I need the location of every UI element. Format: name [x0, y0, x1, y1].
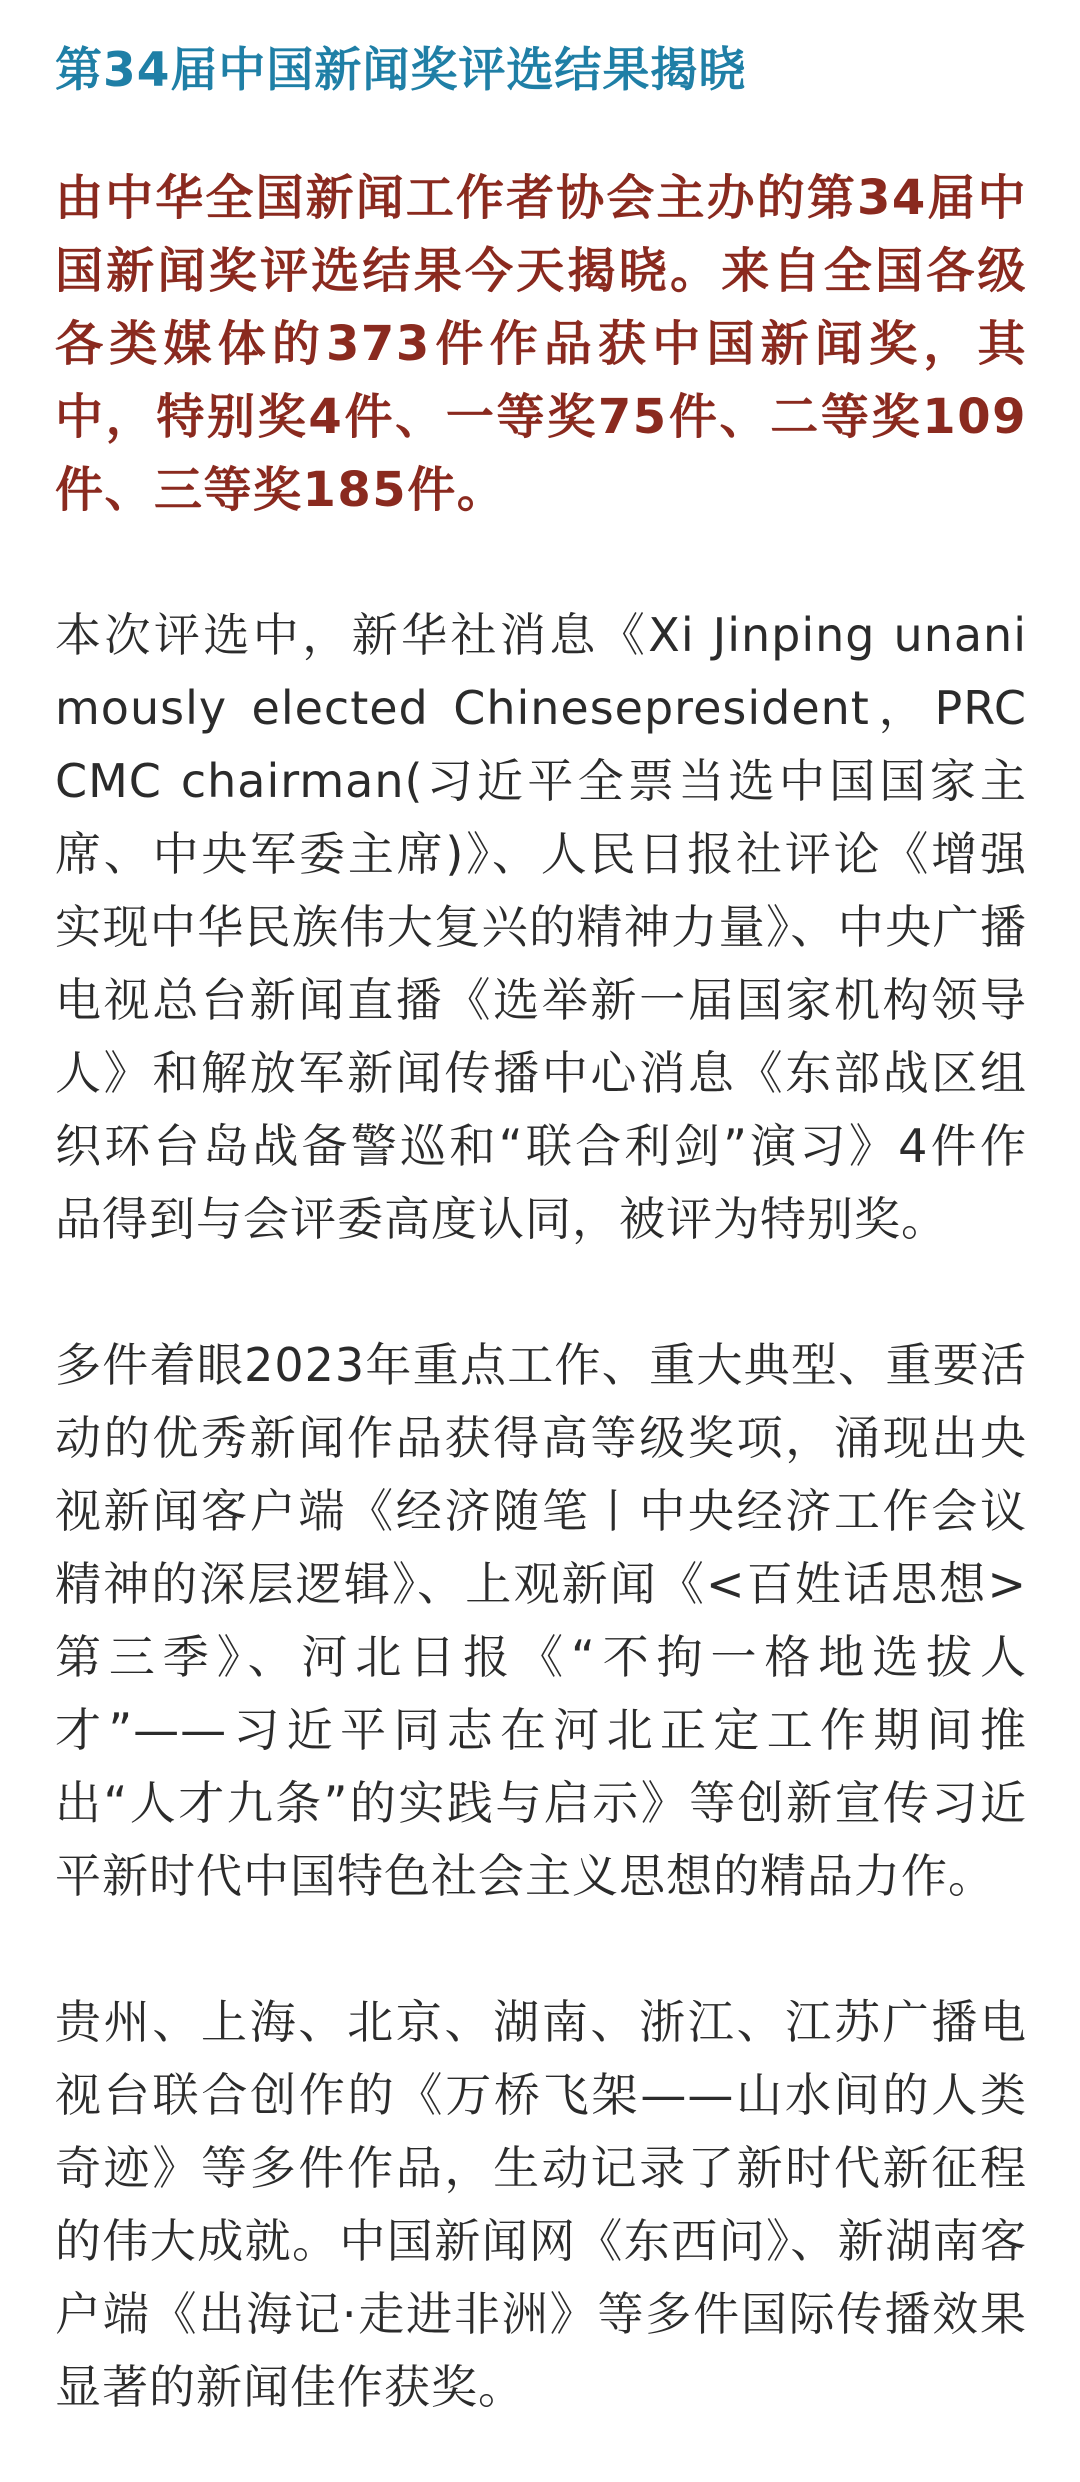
article-lead: 由中华全国新闻工作者协会主办的第34届中国新闻奖评选结果今天揭晓。来自全国各级各类媒体的373件作品获中国新闻奖，其中，特别奖4件、一等奖75件、二等奖109件、三等奖185件。 [55, 170, 1027, 518]
paragraph-special-awards: 本次评选中，新华社消息《Xi Jinping unanimously elected Chinesepresident，PRC CMC chairman(习近平全票当选中国国家主席、中央军委主席)》、人民日报社评论《增强实现中华民族伟大复兴的精神力量》、中央广播电视总台新闻直播《选举新一届国家机构领导人》和解放军新闻传播中心消息《东部战区组织环台岛战备警巡和“联合利剑”演习》4件作品得到与会评委高度认同，被评为特别奖。 [55, 608, 1027, 1246]
article [55, 0, 1027, 2424]
paragraph-highlight-works: 多件着眼2023年重点工作、重大典型、重要活动的优秀新闻作品获得高等级奖项，涌现出央视新闻客户端《经济随笔丨中央经济工作会议精神的深层逻辑》、上观新闻《<百姓话思想>第三季》、河北日报《“不拘一格地选拔人才”——习近平同志在河北正定工作期间推出“人才九条”的实践与启示》等创新宣传习近平新时代中国特色社会主义思想的精品力作。 [55, 1338, 1027, 1903]
article-title: 第34届中国新闻奖评选结果揭晓 [55, 43, 747, 98]
paragraph-achievements: 贵州、上海、北京、湖南、浙江、江苏广播电视台联合创作的《万桥飞架——山水间的人类奇迹》等多件作品，生动记录了新时代新征程的伟大成就。中国新闻网《东西问》、新湖南客户端《出海记·走进非洲》等多件国际传播效果显著的新闻佳作获奖。 [55, 1995, 1027, 2414]
